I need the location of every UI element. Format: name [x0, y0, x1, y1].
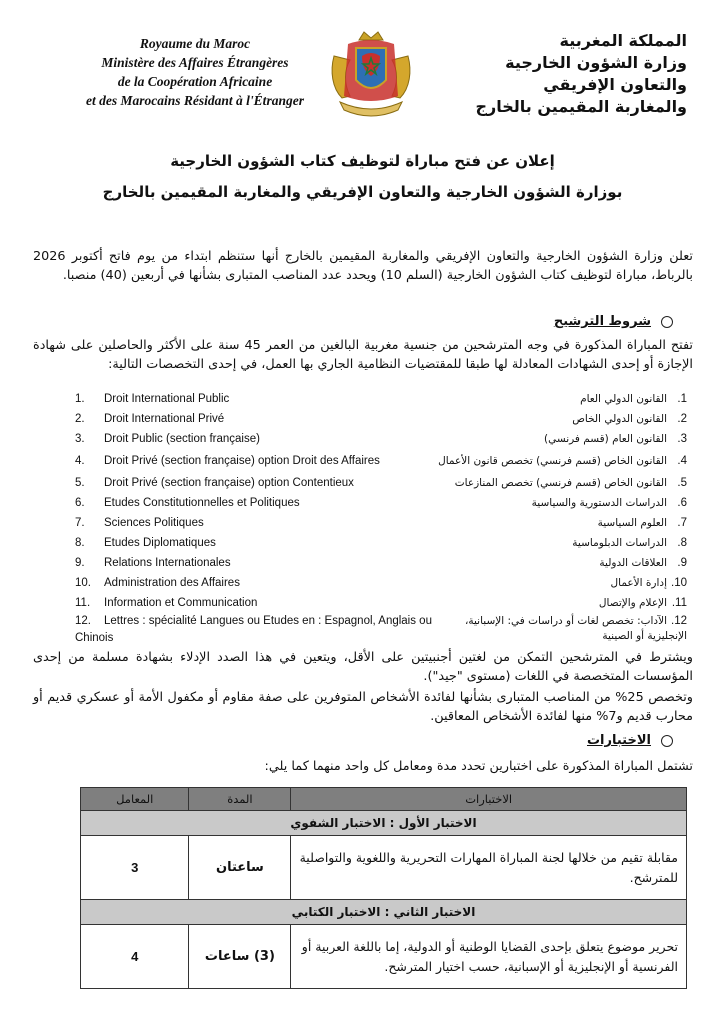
conditions-paragraph: تفتح المباراة المذكورة في وجه المترشحين من جنسية مغربية البالغين من العمر 45 سنة على الأكثر والحاصلين على شهادة الإجازة أو إحدى الشهادات المعادلة لها طبقا للمقتضيات النظامية الجاري بها العمل، في إحدى التخصصات التالية:: [33, 338, 693, 372]
item-arabic: القانون الدولي العام: [580, 393, 667, 405]
header-fr-line: Ministère des Affaires Étrangères: [101, 55, 289, 70]
item-french: Etudes Constitutionnelles et Politiques: [104, 497, 300, 509]
circle-bullet-icon: [661, 735, 673, 747]
item-number: 2.: [75, 413, 85, 425]
announcement-subtitle: بوزارة الشؤون الخارجية والتعاون الإفريقي والمغاربة المقيمين بالخارج: [102, 183, 623, 201]
coat-of-arms-icon: [326, 26, 416, 118]
item-number: 3.: [75, 433, 85, 445]
col-exams: الاختبارات: [291, 788, 687, 811]
section-exams-heading: [587, 733, 673, 748]
col-coef: المعامل: [81, 788, 189, 811]
item-french: Information et Communication: [104, 597, 258, 609]
item-arabic: الدراسات الدبلوماسية: [572, 537, 667, 549]
header-ar-line: والتعاون الإفريقي: [543, 75, 687, 94]
exam-description: تحرير موضوع يتعلق بإحدى القضايا الوطنية أو الدولية، إما باللغة العربية أو الفرنسية أو الإنجليزية أو الإسبانية، حسب اختيار المترشح.: [291, 925, 687, 989]
list-item: [0, 615, 725, 651]
exam-duration: (3) ساعات: [189, 925, 291, 989]
exams-table: [80, 787, 687, 989]
list-item: [0, 433, 725, 453]
item-ar-number: .8: [677, 537, 687, 549]
item-french: Droit International Public: [104, 393, 230, 405]
exam-coef: 4: [81, 925, 189, 989]
exam-duration: ساعتان: [189, 836, 291, 900]
item-arabic: القانون الخاص (قسم فرنسي) تخصص قانون الأعمال: [438, 455, 667, 467]
col-duration: المدة: [189, 788, 291, 811]
table-group-row: [81, 900, 687, 925]
item-arabic: إدارة الأعمال: [610, 577, 667, 589]
item-number: 6.: [75, 497, 85, 509]
item-arabic: الآداب: تخصص لغات أو دراسات في: الإسبانية،: [465, 615, 667, 627]
item-ar-number: .3: [677, 433, 687, 445]
item-number: 5.: [75, 477, 85, 489]
item-arabic: القانون الخاص (قسم فرنسي) تخصص المنازعات: [454, 477, 667, 489]
item-french-cont: Chinois: [75, 632, 114, 644]
item-ar-number: .4: [677, 455, 687, 467]
circle-bullet-icon: [661, 316, 673, 328]
item-french: Droit Public (section française): [104, 433, 260, 445]
table-group-row: [81, 811, 687, 836]
item-ar-number: .11: [671, 597, 687, 609]
exam-coef: 3: [81, 836, 189, 900]
list-item: [0, 413, 725, 433]
item-arabic: القانون الدولي الخاص: [572, 413, 667, 425]
header-ar-line: وزارة الشؤون الخارجية: [505, 53, 687, 72]
item-ar-number: .1: [677, 393, 687, 405]
item-arabic: الإعلام والإتصال: [598, 597, 667, 609]
item-number: 10.: [75, 577, 91, 589]
table-row: [81, 925, 687, 989]
item-number: 8.: [75, 537, 85, 549]
item-french: Droit International Privé: [104, 413, 225, 425]
list-item: [0, 477, 725, 497]
item-number: 1.: [75, 393, 85, 405]
group-title: الاختبار الثاني : الاختبار الكتابي: [81, 900, 687, 925]
item-number: 9.: [75, 557, 85, 569]
item-ar-number: .12: [671, 615, 687, 627]
header-fr-line: Royaume du Maroc: [139, 36, 251, 51]
list-item: [0, 557, 725, 577]
list-item: [0, 455, 725, 475]
group-title: الاختبار الأول : الاختبار الشفوي: [81, 811, 687, 836]
item-number: 12.: [75, 615, 91, 627]
item-french: Relations Internationales: [104, 557, 231, 569]
item-french: Sciences Politiques: [104, 517, 204, 529]
header-arabic: [457, 30, 687, 118]
header-ar-line: والمغاربة المقيمين بالخارج: [475, 97, 687, 116]
table-row: [81, 836, 687, 900]
item-french: Droit Privé (section française) option Contentieux: [104, 477, 354, 489]
table-header-row: [81, 788, 687, 811]
header-fr-line: et des Marocains Résidant à l'Étranger: [86, 93, 304, 108]
item-arabic: العلوم السياسية: [597, 517, 667, 529]
list-item: [0, 537, 725, 557]
item-french: Droit Privé (section française) option Droit des Affaires: [104, 455, 380, 467]
item-french: Etudes Diplomatiques: [104, 537, 216, 549]
item-ar-number: .5: [677, 477, 687, 489]
list-item: [0, 393, 725, 413]
list-item: [0, 497, 725, 517]
section-title: الاختبارات: [586, 733, 651, 748]
item-arabic-cont: الإنجليزية أو الصينية: [602, 630, 687, 642]
languages-paragraph: ويشترط في المترشحين التمكن من لغتين أجنبيتين على الأقل، ويتعين في هذا الصدد الإدلاء بشهادة مسلمة من إحدى المؤسسات المتخصصة في اللغات (مستوى "جيد").: [33, 650, 693, 684]
item-arabic: العلاقات الدولية: [599, 557, 667, 569]
exams-intro-paragraph: تشتمل المباراة المذكورة على اختبارين تحدد مدة ومعامل كل واحد منهما كما يلي:: [264, 759, 693, 774]
header-french: [70, 34, 320, 110]
section-conditions-heading: [554, 314, 673, 329]
item-ar-number: .10: [671, 577, 687, 589]
header-fr-line: de la Coopération Africaine: [117, 74, 273, 89]
item-number: 4.: [75, 455, 85, 467]
item-arabic: الدراسات الدستورية والسياسية: [531, 497, 667, 509]
item-ar-number: .7: [677, 517, 687, 529]
item-number: 11.: [75, 597, 91, 609]
item-arabic: القانون العام (قسم فرنسي): [543, 433, 667, 445]
item-number: 7.: [75, 517, 85, 529]
item-french: Lettres : spécialité Langues ou Etudes en : Espagnol, Anglais ou: [104, 615, 432, 627]
item-ar-number: .2: [677, 413, 687, 425]
item-ar-number: .9: [677, 557, 687, 569]
list-item: [0, 577, 725, 597]
intro-paragraph: تعلن وزارة الشؤون الخارجية والتعاون الإفريقي والمغاربة المقيمين بالخارج أنها ستنظم ابتداء من يوم فاتح أكتوبر 2026 بالرباط، مباراة لتوظيف كتاب الشؤون الخارجية (السلم 10) ويحدد عدد المناصب المتبارى بشأنها في أربعين (40) منصبا.: [33, 249, 693, 283]
announcement-title: إعلان عن فتح مباراة لتوظيف كتاب الشؤون الخارجية: [170, 152, 555, 170]
exam-description: مقابلة تقيم من خلالها لجنة المباراة المهارات التحريرية واللغوية والتواصلية للمترشح.: [291, 836, 687, 900]
list-item: [0, 517, 725, 537]
section-title: شروط الترشيح: [553, 314, 651, 329]
list-item: [0, 597, 725, 617]
item-ar-number: .6: [677, 497, 687, 509]
item-french: Administration des Affaires: [104, 577, 240, 589]
quota-paragraph: وتخصص 25% من المناصب المتبارى بشأنها لفائدة الأشخاص المتوفرين على صفة مقاوم أو مكفول الأمة أو عسكري قديم أو محارب قديم و7% منها لفائدة الأشخاص المعاقين.: [33, 690, 693, 724]
header-ar-line: المملكة المغربية: [559, 31, 687, 50]
